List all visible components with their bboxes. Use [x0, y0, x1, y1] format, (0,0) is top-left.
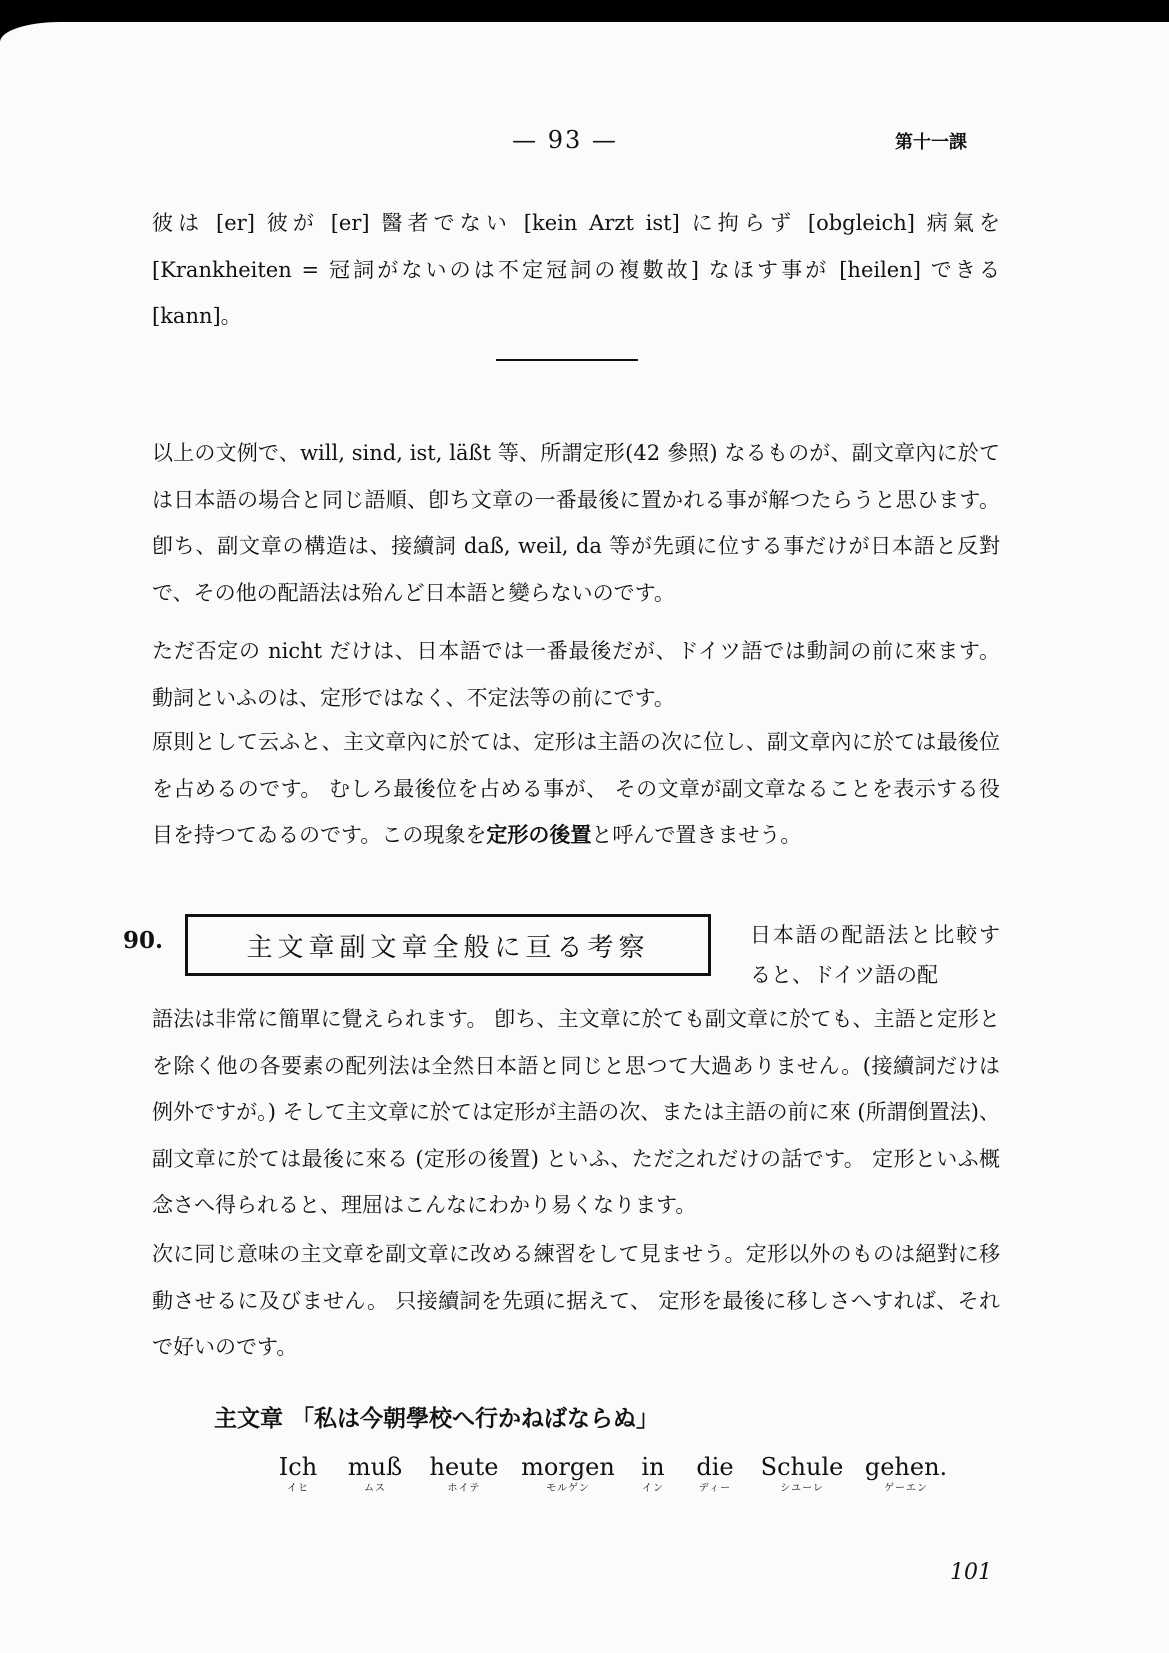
- german-word: in: [641, 1453, 665, 1481]
- example-word: [268, 1452, 328, 1496]
- example-word: [752, 1452, 852, 1496]
- principle-text: 原則として云ふと、主文章內に於ては、定形は主語の次に位し、副文章內に於ては最後位を占めるのです。 むしろ最後位を占める事が、 その文章が副文章なることを表示する役目を持つてゐるのです。この現象を: [152, 730, 1000, 847]
- paragraph-principle: [152, 719, 1000, 859]
- example-word: [628, 1452, 678, 1496]
- principle-term: 定形の後置: [486, 822, 592, 847]
- german-word: Schule: [760, 1453, 844, 1481]
- german-word: morgen: [521, 1453, 615, 1481]
- paragraph-translation: 彼は [er] 彼が [er] 醫者でない [kein Arzt ist] に拘らず [obgleich] 病氣を [Krankheiten = 冠詞がないのは不定冠詞の複數故] なほす事が [heilen] できる [kann]。: [152, 211, 1000, 328]
- example-word: [682, 1452, 748, 1496]
- german-word: heute: [429, 1453, 499, 1481]
- german-word: die: [696, 1453, 734, 1481]
- book-page: [0, 22, 1169, 1653]
- kana-reading: ディー: [698, 1483, 732, 1494]
- example-word: [340, 1452, 410, 1496]
- section-divider: [496, 359, 638, 361]
- page-number: — 93 —: [512, 126, 618, 154]
- paragraph-general: 語法は非常に簡單に覺えられます。 卽ち、主文章に於ても副文章に於ても、主語と定形とを除く他の各要素の配列法は全然日本語と同じと思つて大過ありません。(接續詞だけは例外ですが。) そして主文章に於ては定形が主語の次、または主語の前に來 (所謂倒置法)、副文章に於ては最後に來る (定形の後置) といふ、ただ之れだけの話です。 定形といふ概念さへ得られると、理屈はこんなにわかり易くなります。: [152, 1007, 1000, 1217]
- german-word: Ich: [278, 1453, 318, 1481]
- kana-reading: ホイテ: [447, 1483, 481, 1494]
- kana-reading: シユーレ: [780, 1483, 824, 1494]
- german-word: muß: [347, 1453, 403, 1481]
- example-word: [516, 1452, 620, 1496]
- kana-reading: イヒ: [287, 1483, 309, 1494]
- kana-reading: ゲーエン: [884, 1483, 928, 1494]
- section-title-box: [185, 914, 711, 976]
- section-title: 主文章副文章全般に亘る考察: [246, 932, 650, 963]
- kana-reading: イン: [642, 1483, 664, 1494]
- example-label: 主文章 「私は今朝學校へ行かねばならぬ」: [214, 1405, 660, 1432]
- folio-number: 101: [950, 1560, 992, 1585]
- paragraph-negation: ただ否定の nicht だけは、日本語では一番最後だが、ドイツ語では動詞の前に來ます。 動詞といふのは、定形ではなく、不定法等の前にです。: [152, 639, 1000, 710]
- principle-end: と呼んで置きませう。: [591, 823, 802, 847]
- lesson-title: 第十一課: [895, 132, 967, 153]
- section-number: 90.: [123, 927, 164, 954]
- kana-reading: ムス: [364, 1483, 386, 1494]
- section-side-text: 日本語の配語法と比較すると、ドイツ語の配: [750, 923, 1000, 987]
- german-word: gehen.: [864, 1453, 948, 1481]
- example-word: [858, 1452, 954, 1496]
- kana-reading: モルゲン: [546, 1483, 590, 1494]
- paragraph-word-order: 以上の文例で、will, sind, ist, läßt 等、所謂定形(42 參照) なるものが、副文章內に於ては日本語の場合と同じ語順、卽ち文章の一番最後に置かれる事が解つたらうと思ひます。 卽ち、副文章の構造は、接續詞 daß, weil, da 等が先頭に位する事だけが日本語と反對で、その他の配語法は殆んど日本語と變らないのです。: [152, 441, 1000, 605]
- paragraph-exercise: 次に同じ意味の主文章を副文章に改める練習をして見ませう。定形以外のものは絕對に移動させるに及びません。 只接續詞を先頭に据えて、 定形を最後に移しさへすれば、それで好いのです。: [152, 1242, 1000, 1359]
- example-word: [420, 1452, 508, 1496]
